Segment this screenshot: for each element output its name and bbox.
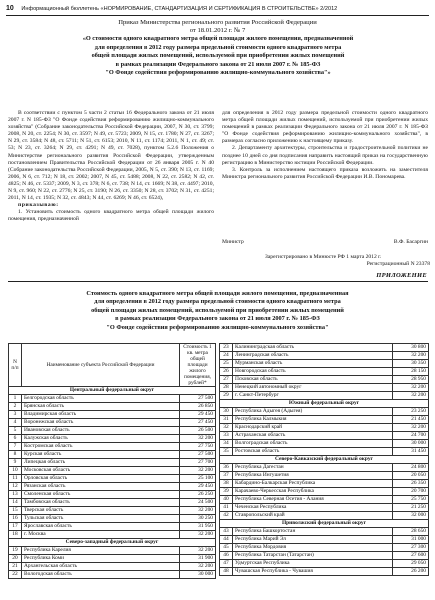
district-name: Северо-Кавказский федеральный округ xyxy=(220,456,429,464)
cost-value: 27 600 xyxy=(393,552,429,560)
district-section-row xyxy=(9,387,216,395)
table-row xyxy=(220,512,429,520)
row-number: 43 xyxy=(220,528,233,536)
cost-value: 27 750 xyxy=(180,443,216,451)
cost-value: 27 300 xyxy=(393,544,429,552)
region-name: Республика Адыгея (Адыгея) xyxy=(233,408,393,416)
row-number: 44 xyxy=(220,536,233,544)
cost-value: 32 200 xyxy=(393,392,429,400)
table-row xyxy=(9,499,216,507)
region-name: г. Москва xyxy=(22,531,180,539)
order-title-line: "О Фонде содействия реформированию жилищно-коммунального хозяйства"» xyxy=(105,69,331,77)
table-row xyxy=(220,464,429,472)
orders-word: приказываю: xyxy=(18,202,59,209)
cost-value: 20 700 xyxy=(393,488,429,496)
cost-value: 28 950 xyxy=(393,376,429,384)
table-row xyxy=(9,507,216,515)
region-name: Липецкая область xyxy=(22,459,180,467)
cost-value: 29 450 xyxy=(180,411,216,419)
table-row xyxy=(220,496,429,504)
cost-value: 21 250 xyxy=(393,504,429,512)
table-row xyxy=(9,515,216,523)
row-number: 46 xyxy=(220,552,233,560)
bulletin-title: Информационный бюллетень «НОРМИРОВАНИЕ, СТАНДАРТИЗАЦИЯ И СЕРТИФИКАЦИЯ В СТРОИТЕЛЬСТВЕ» 2/2012 xyxy=(21,6,338,12)
cost-value: 20 050 xyxy=(393,472,429,480)
row-number: 11 xyxy=(9,475,22,483)
table-row xyxy=(9,555,216,563)
row-number: 16 xyxy=(9,515,22,523)
region-name: Республика Коми xyxy=(22,555,180,563)
district-name: Северо-западный федеральный округ xyxy=(9,539,216,547)
row-number: 25 xyxy=(220,360,233,368)
district-name: Южный федеральный округ xyxy=(220,400,429,408)
table-row xyxy=(9,491,216,499)
row-number: 14 xyxy=(9,499,22,507)
row-number: 36 xyxy=(220,464,233,472)
table-row xyxy=(220,504,429,512)
row-number: 34 xyxy=(220,440,233,448)
table-row xyxy=(9,443,216,451)
region-name: Тверская область xyxy=(22,507,180,515)
region-name: Ивановская область xyxy=(22,427,180,435)
region-name: Республика Татарстан (Татарстан) xyxy=(233,552,393,560)
table-row xyxy=(220,440,429,448)
row-number: 10 xyxy=(9,467,22,475)
table-row xyxy=(9,547,216,555)
item-2-paragraph: 2. Департаменту архитектуры, строительства и градостроительной политики не позднее 10 дней со дня подписания направить настоящий приказ на государственную регистрацию в Министерство юстиции Российской Федерации. xyxy=(222,145,428,166)
table-row xyxy=(220,480,429,488)
table-row xyxy=(220,352,429,360)
district-name: Центральный федеральный округ xyxy=(9,387,216,395)
cost-value: 32 200 xyxy=(180,467,216,475)
row-number: 9 xyxy=(9,459,22,467)
region-name: Кабардино-Балкарская Республика xyxy=(233,480,393,488)
region-name: Орловская область xyxy=(22,475,180,483)
order-date-number: от 18.01.2012 г. № 7 xyxy=(189,27,246,34)
cost-table-right xyxy=(219,343,429,576)
table-row xyxy=(9,523,216,531)
table-row xyxy=(220,536,429,544)
region-name: Тульская область xyxy=(22,515,180,523)
cost-value: 28 150 xyxy=(393,368,429,376)
region-name: Республика Калмыкия xyxy=(233,416,393,424)
table-row xyxy=(220,528,429,536)
row-number: 38 xyxy=(220,480,233,488)
row-number: 1 xyxy=(9,395,22,403)
cost-value: 24 700 xyxy=(393,432,429,440)
district-section-row xyxy=(220,456,429,464)
table-row xyxy=(220,552,429,560)
region-name: Удмуртская Республика xyxy=(233,560,393,568)
cost-value: 21 450 xyxy=(393,416,429,424)
region-name: Рязанская область xyxy=(22,483,180,491)
table-row xyxy=(220,488,429,496)
region-name: Калининградская область xyxy=(233,344,393,352)
row-number: 15 xyxy=(9,507,22,515)
row-number: 29 xyxy=(220,392,233,400)
row-number: 2 xyxy=(9,403,22,411)
row-number: 21 xyxy=(9,563,22,571)
row-number: 45 xyxy=(220,544,233,552)
region-name: г. Санкт-Петербург xyxy=(233,392,393,400)
cost-value: 30 800 xyxy=(393,344,429,352)
order-title-line: для определения в 2012 году размера предельной стоимости одного квадратного метра xyxy=(94,43,342,51)
body-left-column xyxy=(8,110,214,295)
appendix-rule xyxy=(8,281,428,282)
signatory-name: В.Ф. Басаргин xyxy=(393,239,428,245)
page-number: 10 xyxy=(6,5,14,12)
region-name: Республика Дагестан xyxy=(233,464,393,472)
region-name: Чувашская Республика - Чувашия xyxy=(233,568,393,576)
row-number: 7 xyxy=(9,443,22,451)
row-number: 42 xyxy=(220,512,233,520)
region-name: Белгородская область xyxy=(22,395,180,403)
order-title-line: «О стоимости одного квадратного метра общей площади жилого помещения, предназначенной xyxy=(82,35,354,42)
cost-value: 31 950 xyxy=(180,523,216,531)
row-number: 12 xyxy=(9,483,22,491)
district-section-row xyxy=(220,520,429,528)
row-number: 8 xyxy=(9,451,22,459)
cost-value: 29 450 xyxy=(180,483,216,491)
body-right-column xyxy=(222,110,428,260)
region-name: Костромская область xyxy=(22,443,180,451)
row-number: 35 xyxy=(220,448,233,456)
order-title-line: в рамках реализации Федерального закона от 21 июля 2007 г. № 185-ФЗ xyxy=(115,60,321,68)
cost-value: 32 200 xyxy=(393,352,429,360)
row-number: 30 xyxy=(220,408,233,416)
item-1-continuation: для определения в 2012 году размера предельной стоимости одного квадратного метра общей площади жилых помещений, используемой при приобретении жилых помещений в рамках реализации Федерального закона от 21 июля 2007 г. N 185-ФЗ "О Фонде содействия реформированию жилищно-коммунального хозяйства", в размерах согласно приложению к настоящему приказу. xyxy=(222,110,428,145)
cost-table-left xyxy=(8,343,216,579)
header-rule xyxy=(6,15,429,16)
registration-date: Зарегистрировано в Минюсте РФ 1 марта 2012 г. xyxy=(265,254,382,260)
region-name: Республика Башкортостан xyxy=(233,528,393,536)
preamble-paragraph: В соответствии с пунктом 5 части 2 статьи 16 Федерального закона от 21 июля 2007 г. N 185-ФЗ "О Фонде содействия реформированию жилищно-коммунального хозяйства" (Собрание законодательства Российской Федерации, 2007, N 30, ст. 3799; 2008, N 20, ст. 2254; N 30, ст. 3597; N 49, ст. 5723; 2009, N 15, ст. 1780; N 27, ст. 3267; N 29, ст. 3584; N 48, ст. 5711; N 51, ст. 6153; 2010, N 11, ст. 1174; 2011, N 1, ст. 49; ст. 53; N 23, ст. 3264; N 29, ст. 4291; N 49, ст. 7028), пунктом 5.2.6 Положения о Министерстве регионального развития Российской Федерации, утвержденным постановлением Правительства Российской Федерации от 26 января 2005 г. N 40 (Собрание законодательства Российской Федерации, 2005, N 5, ст. 390; N 13, ст. 1169; 2006, N 6, ст. 712; N 18, ст. 2002; 2007, N 45, ст. 5488; 2008, N 22, ст. 2582; N 42, ст. 4825; N 46, ст. 5337; 2009, N 3, ст. 378; N 6, ст. 738; N 14, ст. 1669; N 38, ст. 4497; 2010, N 9, ст. 960; N 22, ст. 2776; N 25, ст. 3190; N 26, ст. 3350; N 28, ст. 3702; N 31, ст. 4251; 2011, N 14, ст. 1935; N 32, ст. 4843; N 44, ст. 6269; N 46, ст. 6524), xyxy=(8,110,214,202)
table-row xyxy=(9,435,216,443)
row-number: 23 xyxy=(220,344,233,352)
cost-value: 32 000 xyxy=(393,512,429,520)
table-row xyxy=(9,403,216,411)
table-row xyxy=(9,395,216,403)
region-name: Воронежская область xyxy=(22,419,180,427)
table-title-line: общей площади жилых помещений, используемой при приобретении жилых помещений xyxy=(91,306,344,314)
order-title-line: общей площади жилых помещений, используемой при приобретении жилых помещений xyxy=(91,52,345,60)
table-row xyxy=(220,472,429,480)
signatory-role: Министр xyxy=(222,239,244,245)
row-number: 3 xyxy=(9,411,22,419)
cost-value: 31 000 xyxy=(393,536,429,544)
region-name: Ростовская область xyxy=(233,448,393,456)
cost-value: 31 450 xyxy=(393,448,429,456)
table-title-line: в рамках реализации Федерального закона от 21 июля 2007 г. № 185-ФЗ xyxy=(115,315,320,323)
region-name: Курская область xyxy=(22,451,180,459)
region-name: Тамбовская область xyxy=(22,499,180,507)
cost-value: 26 500 xyxy=(180,427,216,435)
table-row xyxy=(220,344,429,352)
table-row xyxy=(9,531,216,539)
cost-value: 32 200 xyxy=(180,531,216,539)
cost-value: 29 050 xyxy=(393,560,429,568)
cost-value: 32 200 xyxy=(180,507,216,515)
row-number: 28 xyxy=(220,384,233,392)
region-name: Республика Марий Эл xyxy=(233,536,393,544)
cost-value: 26 350 xyxy=(393,480,429,488)
row-number: 33 xyxy=(220,432,233,440)
district-section-row xyxy=(9,539,216,547)
table-row xyxy=(220,432,429,440)
registration-number: Регистрационный N 23378 xyxy=(366,261,430,268)
row-number: 6 xyxy=(9,435,22,443)
order-issuer: Приказ Министерства регионального развития Российской Федерации xyxy=(118,19,317,26)
cost-value: 32 200 xyxy=(393,424,429,432)
row-number: 47 xyxy=(220,560,233,568)
registration-note xyxy=(265,254,430,268)
region-name: Новгородская область xyxy=(233,368,393,376)
table-row xyxy=(9,563,216,571)
table-row xyxy=(220,384,429,392)
cost-value: 32 200 xyxy=(180,435,216,443)
district-section-row xyxy=(220,400,429,408)
cost-value: 30 250 xyxy=(180,515,216,523)
row-number: 48 xyxy=(220,568,233,576)
table-row xyxy=(9,451,216,459)
table-row xyxy=(220,424,429,432)
row-number: 40 xyxy=(220,496,233,504)
row-number: 24 xyxy=(220,352,233,360)
order-title xyxy=(28,35,408,78)
row-number: 27 xyxy=(220,376,233,384)
table-row xyxy=(220,376,429,384)
region-name: Ставропольский край xyxy=(233,512,393,520)
table-row xyxy=(9,483,216,491)
cost-value: 30 350 xyxy=(393,360,429,368)
region-name: Псковская область xyxy=(233,376,393,384)
cost-value: 28 650 xyxy=(393,528,429,536)
table-header-row xyxy=(9,344,216,387)
cost-value: 32 200 xyxy=(393,384,429,392)
cost-value: 25 750 xyxy=(393,496,429,504)
region-name: Ярославская область xyxy=(22,523,180,531)
row-number: 5 xyxy=(9,427,22,435)
cost-value: 30 000 xyxy=(393,440,429,448)
cost-value: 24 500 xyxy=(180,499,216,507)
running-header xyxy=(6,3,429,15)
region-name: Смоленская область xyxy=(22,491,180,499)
cost-value: 32 200 xyxy=(180,547,216,555)
region-name: Республика Северная Осетия - Алания xyxy=(233,496,393,504)
region-name: Брянская область xyxy=(22,403,180,411)
table-row xyxy=(9,467,216,475)
row-number: 20 xyxy=(9,555,22,563)
cost-value: 31 900 xyxy=(180,555,216,563)
table-row xyxy=(9,475,216,483)
region-name: Вологодская область xyxy=(22,571,180,579)
table-row xyxy=(9,411,216,419)
row-number: 18 xyxy=(9,531,22,539)
region-name: Мурманская область xyxy=(233,360,393,368)
region-name: Ленинградская область xyxy=(233,352,393,360)
cost-value: 26 850 xyxy=(180,403,216,411)
cost-value: 24 800 xyxy=(393,464,429,472)
region-name: Республика Мордовия xyxy=(233,544,393,552)
region-name: Республика Ингушетия xyxy=(233,472,393,480)
table-title-line: для определения в 2012 году размера предельной стоимости одного квадратного метра xyxy=(94,298,341,306)
cost-value: 27 500 xyxy=(180,451,216,459)
item-1-paragraph: 1. Установить стоимость одного квадратного метра общей площади жилого помещения, предназначенной xyxy=(8,209,214,223)
table-row xyxy=(9,419,216,427)
row-number: 32 xyxy=(220,424,233,432)
table-row xyxy=(9,459,216,467)
cost-value: 25 100 xyxy=(180,475,216,483)
region-name: Республика Карелия xyxy=(22,547,180,555)
table-row xyxy=(220,360,429,368)
table-row xyxy=(220,416,429,424)
row-number: 37 xyxy=(220,472,233,480)
district-name: Приволжский федеральный округ xyxy=(220,520,429,528)
region-name: Карачаево-Черкесская Республика xyxy=(233,488,393,496)
col-header-number: N п/п xyxy=(9,344,22,387)
row-number: 39 xyxy=(220,488,233,496)
row-number: 26 xyxy=(220,368,233,376)
region-name: Архангельская область xyxy=(22,563,180,571)
table-row xyxy=(220,560,429,568)
row-number: 4 xyxy=(9,419,22,427)
cost-value: 32 200 xyxy=(180,563,216,571)
col-header-region: Наименование субъекта Российской Федерации xyxy=(22,344,180,387)
cost-value: 27 700 xyxy=(180,459,216,467)
table-title xyxy=(20,290,415,332)
row-number: 17 xyxy=(9,523,22,531)
region-name: Краснодарский край xyxy=(233,424,393,432)
table-row xyxy=(9,571,216,579)
cost-value: 26 250 xyxy=(180,491,216,499)
row-number: 41 xyxy=(220,504,233,512)
row-number: 31 xyxy=(220,416,233,424)
item-3-paragraph: 3. Контроль за исполнением настоящего приказа возложить на заместителя Министра регионального развития Российской Федерации И.В. Пономарева. xyxy=(222,166,428,180)
table-title-line: "О Фонде содействия реформированию жилищно-коммунального хозяйства" xyxy=(106,323,329,331)
cost-value: 30 000 xyxy=(180,571,216,579)
region-name: Калужская область xyxy=(22,435,180,443)
region-name: Астраханская область xyxy=(233,432,393,440)
appendix-label: ПРИЛОЖЕНИЕ xyxy=(376,272,427,279)
cost-value: 23 250 xyxy=(393,408,429,416)
cost-value: 27 500 xyxy=(180,395,216,403)
table-row xyxy=(220,568,429,576)
region-name: Чеченская Республика xyxy=(233,504,393,512)
region-name: Ненецкий автономный округ xyxy=(233,384,393,392)
row-number: 22 xyxy=(9,571,22,579)
region-name: Волгоградская область xyxy=(233,440,393,448)
cost-value: 27 450 xyxy=(180,419,216,427)
region-name: Московская область xyxy=(22,467,180,475)
row-number: 13 xyxy=(9,491,22,499)
cost-value: 26 200 xyxy=(393,568,429,576)
table-title-line: Стоимость одного квадратного метра общей площади жилого помещения, предназначенная xyxy=(86,290,349,297)
table-row xyxy=(9,427,216,435)
table-row xyxy=(220,368,429,376)
table-row xyxy=(220,448,429,456)
region-name: Владимирская область xyxy=(22,411,180,419)
col-header-cost: Стоимость 1 кв. метра общей площади жилого помещения, рублей* xyxy=(180,344,216,387)
table-row xyxy=(220,544,429,552)
order-heading xyxy=(20,19,415,35)
table-row xyxy=(220,408,429,416)
row-number: 19 xyxy=(9,547,22,555)
table-row xyxy=(220,392,429,400)
